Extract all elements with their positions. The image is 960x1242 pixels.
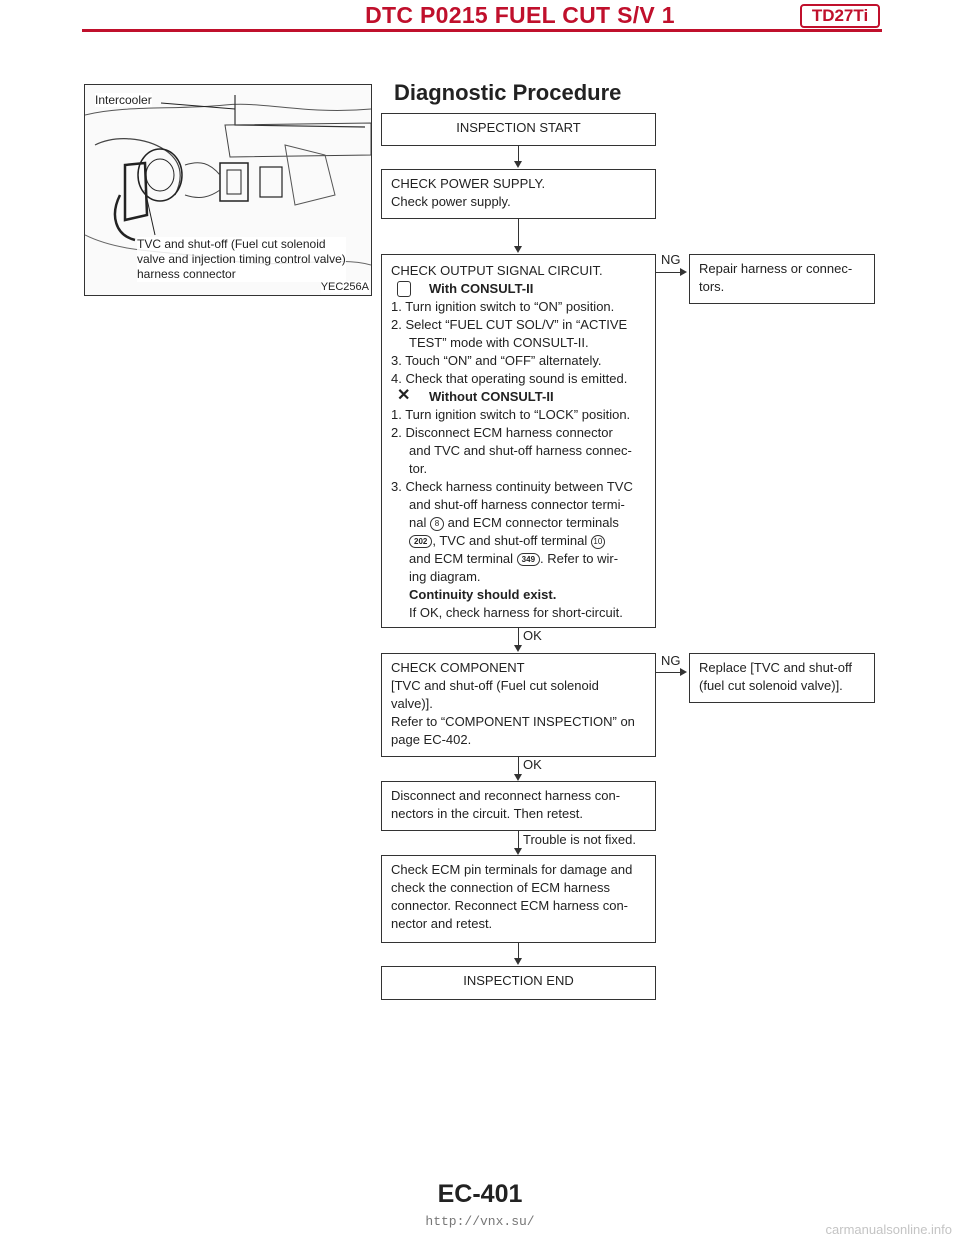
step-text: and TVC and shut-off harness connec- <box>409 443 632 458</box>
step-text: [TVC and shut-off (Fuel cut solenoid <box>391 678 599 693</box>
step-text-fragment: nal <box>409 515 427 530</box>
terminal-8-badge: 8 <box>430 517 444 531</box>
step-text <box>391 532 646 550</box>
step-text: TEST” mode with CONSULT-II. <box>409 335 589 350</box>
section-title: Diagnostic Procedure <box>394 80 622 105</box>
step-text: If OK, check harness for short-circuit. <box>409 605 623 620</box>
step-inspection-start: INSPECTION START <box>381 113 656 146</box>
step-repair-harness <box>689 254 875 304</box>
step-text: CHECK POWER SUPPLY. <box>391 176 546 191</box>
step-text: nector and retest. <box>391 916 493 931</box>
step-text: Check ECM pin terminals for damage and <box>391 862 633 877</box>
terminal-10-badge: 10 <box>591 535 605 549</box>
terminal-202-badge: 202 <box>409 535 432 548</box>
consult-tester-icon <box>397 281 411 297</box>
flow-connector <box>518 831 519 849</box>
step-text: 3. Touch “ON” and “OFF” alternately. <box>391 353 602 368</box>
watermark: carmanualsonline.info <box>825 1222 952 1237</box>
source-url-link[interactable]: http://vnx.su/ <box>425 1214 535 1229</box>
arrow-down-icon <box>514 246 522 253</box>
without-consult-heading <box>391 388 646 406</box>
step-text: check the connection of ECM harness <box>391 880 610 895</box>
with-consult-heading <box>391 280 646 298</box>
intercooler-label: Intercooler <box>95 93 152 107</box>
step-check-ecm-pins <box>381 855 656 943</box>
step-text: (fuel cut solenoid valve)]. <box>699 678 843 693</box>
step-text: Replace [TVC and shut-off <box>699 660 852 675</box>
with-consult-label: With CONSULT-II <box>429 281 534 296</box>
step-text: 2. Disconnect ECM harness connector <box>391 425 613 440</box>
step-text: 3. Check harness continuity between TVC <box>391 479 633 494</box>
step-title: CHECK OUTPUT SIGNAL CIRCUIT. <box>391 263 603 278</box>
without-consult-label: Without CONSULT-II <box>429 389 554 404</box>
step-text: 1. Turn ignition switch to “LOCK” position. <box>391 407 631 422</box>
arrow-right-icon <box>680 268 687 276</box>
flow-connector <box>518 943 519 959</box>
step-text: nectors in the circuit. Then retest. <box>391 806 583 821</box>
step-text: and shut-off harness connector termi- <box>409 497 625 512</box>
continuity-expectation: Continuity should exist. <box>409 587 557 602</box>
arrow-right-icon <box>680 668 687 676</box>
step-check-output-signal <box>381 254 656 628</box>
connector-location-figure <box>84 84 372 296</box>
flow-connector <box>518 757 519 775</box>
step-text: tor. <box>409 461 428 476</box>
step-reconnect-retest <box>381 781 656 831</box>
step-text: 1. Turn ignition switch to “ON” position. <box>391 299 615 314</box>
figure-caption-line1: TVC and shut-off (Fuel cut solenoid <box>137 237 326 251</box>
step-text <box>391 550 646 568</box>
flow-connector <box>518 628 519 646</box>
step-text: connector. Reconnect ECM harness con- <box>391 898 629 913</box>
step-text: Repair harness or connec- <box>699 261 853 276</box>
arrow-down-icon <box>514 958 522 965</box>
step-replace-valve <box>689 653 875 703</box>
ok-label: OK <box>523 757 542 772</box>
step-text-fragment: . Refer to wir- <box>540 551 619 566</box>
ng-label: NG <box>661 252 681 267</box>
terminal-349-badge: 349 <box>517 553 540 566</box>
not-fixed-label: Trouble is not fixed. <box>523 832 636 847</box>
ng-label: NG <box>661 653 681 668</box>
flow-connector <box>656 672 680 673</box>
figure-caption-line2: valve and injection timing control valve) <box>137 252 346 266</box>
step-text-fragment: and ECM connector terminals <box>447 515 619 530</box>
step-check-power <box>381 169 656 219</box>
page-number: EC-401 <box>437 1180 523 1208</box>
step-inspection-end: INSPECTION END <box>381 966 656 1000</box>
step-text: Refer to “COMPONENT INSPECTION” on <box>391 714 635 729</box>
no-tester-icon: ✕ <box>397 387 411 404</box>
arrow-down-icon <box>514 161 522 168</box>
figure-caption <box>137 237 346 282</box>
flow-connector <box>656 272 680 273</box>
step-text-fragment: and ECM terminal <box>409 551 514 566</box>
arrow-down-icon <box>514 645 522 652</box>
step-text: ing diagram. <box>409 569 481 584</box>
header-rule <box>82 29 882 32</box>
step-text: page EC-402. <box>391 732 472 747</box>
step-text: valve)]. <box>391 696 433 711</box>
step-check-component <box>381 653 656 757</box>
arrow-down-icon <box>514 848 522 855</box>
step-text: 4. Check that operating sound is emitted. <box>391 371 628 386</box>
page-header-title: DTC P0215 FUEL CUT S/V 1 <box>365 2 675 28</box>
flow-connector <box>518 146 519 162</box>
flow-connector <box>518 219 519 247</box>
step-text: Check power supply. <box>391 194 511 209</box>
step-text: 2. Select “FUEL CUT SOL/V” in “ACTIVE <box>391 317 628 332</box>
step-text <box>391 514 646 532</box>
step-title: CHECK COMPONENT <box>391 660 525 675</box>
figure-caption-line3: harness connector <box>137 267 236 281</box>
figure-code: YEC256A <box>320 281 369 293</box>
arrow-down-icon <box>514 774 522 781</box>
step-text-fragment: , TVC and shut-off terminal <box>432 533 588 548</box>
ok-label: OK <box>523 628 542 643</box>
step-text: Disconnect and reconnect harness con- <box>391 788 621 803</box>
step-text: tors. <box>699 279 725 294</box>
engine-badge: TD27Ti <box>800 4 880 28</box>
